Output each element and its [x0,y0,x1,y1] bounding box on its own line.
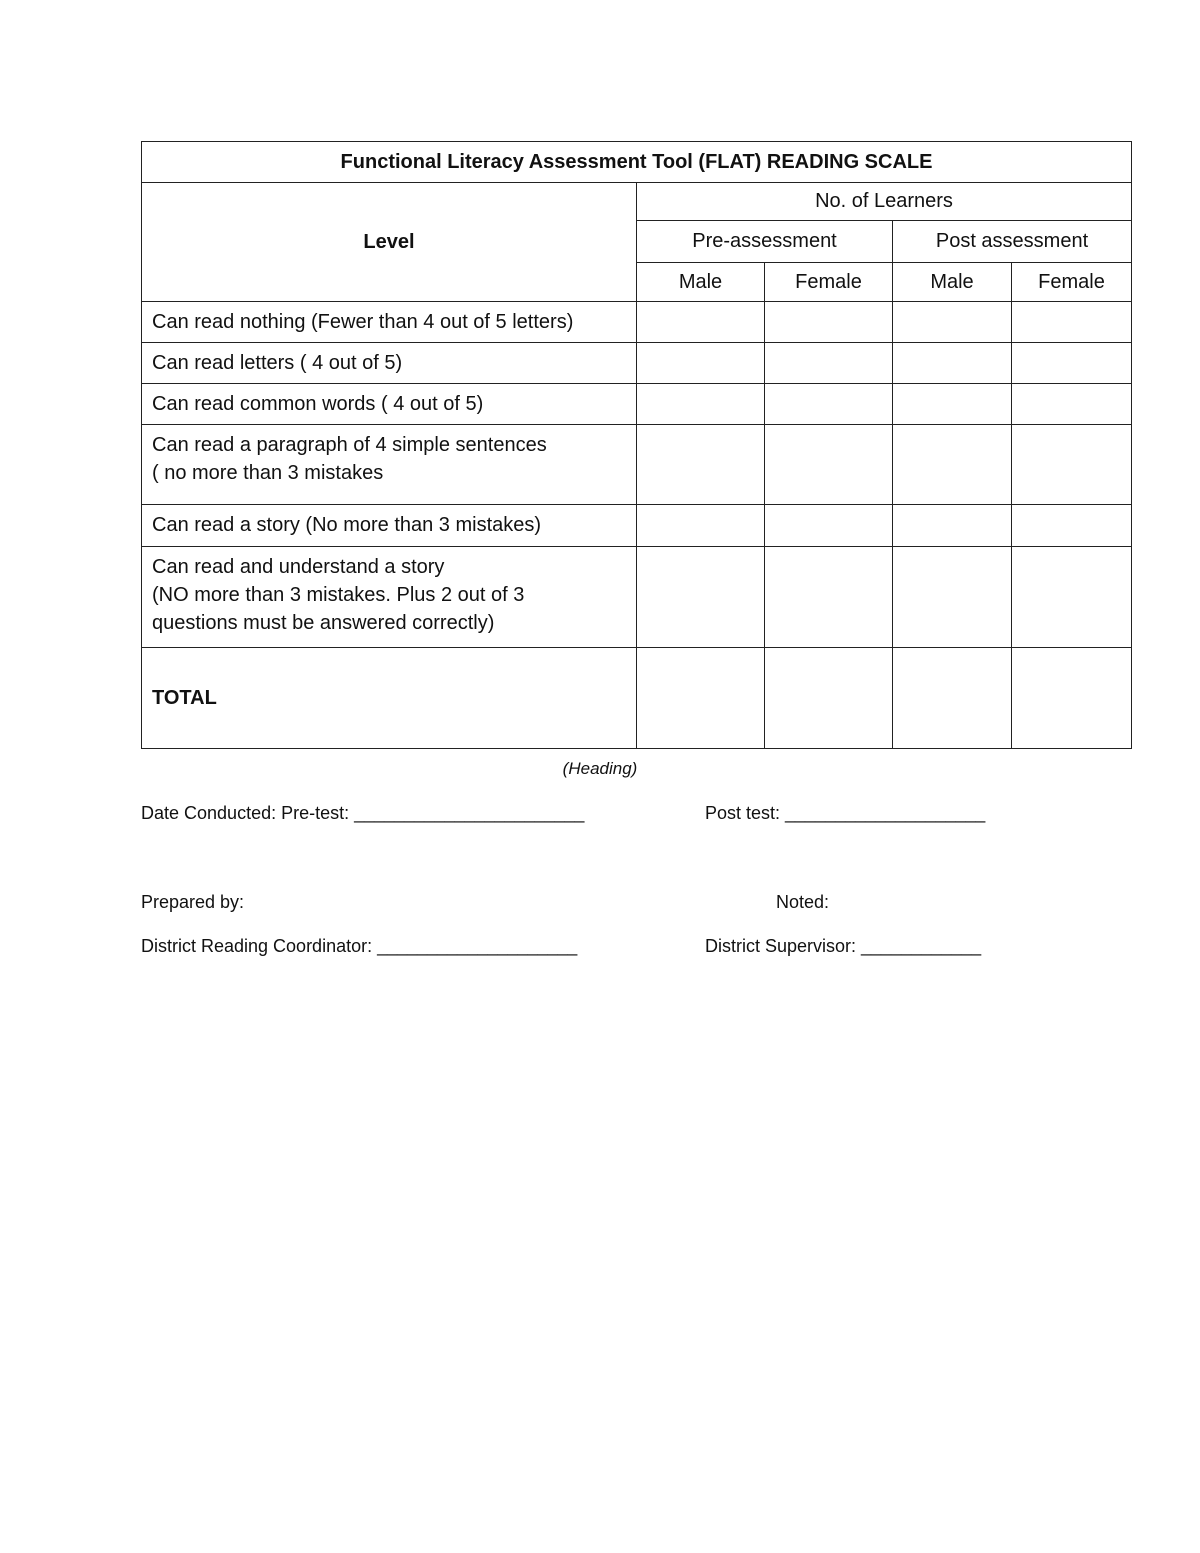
level-line: Can read common words ( 4 out of 5) [152,393,484,415]
count-cell[interactable] [1012,343,1132,384]
count-cell[interactable] [765,547,893,648]
date-conducted-pre-test: Date Conducted: Pre-test: _______________________ [141,803,585,823]
level-cell [142,547,637,648]
total-cell[interactable] [637,648,765,749]
table-row [142,505,1132,547]
level-line: ( no more than 3 mistakes [152,462,384,484]
prepared-by-label: Prepared by: [141,892,245,912]
total-cell[interactable] [893,648,1012,749]
post-assessment-header: Post assessment [893,221,1132,263]
count-cell[interactable] [1012,384,1132,425]
count-cell[interactable] [637,343,765,384]
count-cell[interactable] [893,505,1012,547]
level-cell [142,505,637,547]
post-male-header: Male [893,263,1012,302]
level-line: (NO more than 3 mistakes. Plus 2 out of 3 [152,584,525,606]
count-cell[interactable] [765,343,893,384]
count-cell[interactable] [1012,547,1132,648]
level-line: Can read letters ( 4 out of 5) [152,352,403,374]
count-cell[interactable] [893,343,1012,384]
district-supervisor-field: District Supervisor: ____________ [705,936,982,956]
level-header: Level [142,183,637,302]
table-row [142,547,1132,648]
count-cell[interactable] [765,505,893,547]
level-line: Can read and understand a story [152,556,445,578]
count-cell[interactable] [637,547,765,648]
count-cell[interactable] [765,302,893,343]
table-row [142,425,1132,505]
level-cell [142,302,637,343]
learners-header: No. of Learners [637,183,1132,221]
level-line: Can read a story (No more than 3 mistakes) [152,514,542,536]
table-caption: (Heading) [562,759,638,778]
district-reading-coordinator-field: District Reading Coordinator: ____________________ [141,936,578,956]
count-cell[interactable] [637,384,765,425]
table-row [142,302,1132,343]
pre-assessment-header: Pre-assessment [637,221,893,263]
level-cell [142,343,637,384]
table-row [142,384,1132,425]
post-female-header: Female [1012,263,1132,302]
count-cell[interactable] [637,505,765,547]
pre-female-header: Female [765,263,893,302]
total-cell[interactable] [1012,648,1132,749]
noted-label: Noted: [776,892,830,912]
count-cell[interactable] [1012,302,1132,343]
level-line: Can read nothing (Fewer than 4 out of 5 letters) [152,311,574,333]
table-row [142,343,1132,384]
level-cell [142,425,637,505]
count-cell[interactable] [1012,505,1132,547]
total-cell[interactable] [765,648,893,749]
total-label: TOTAL [142,648,637,749]
count-cell[interactable] [637,425,765,505]
count-cell[interactable] [893,384,1012,425]
pre-male-header: Male [637,263,765,302]
count-cell[interactable] [765,384,893,425]
level-line: questions must be answered correctly) [152,612,495,634]
count-cell[interactable] [765,425,893,505]
count-cell[interactable] [893,302,1012,343]
table-title: Functional Literacy Assessment Tool (FLAT) READING SCALE [142,142,1132,183]
total-row [142,648,1132,749]
count-cell[interactable] [1012,425,1132,505]
level-cell [142,384,637,425]
level-line: Can read a paragraph of 4 simple sentences [152,434,547,456]
count-cell[interactable] [637,302,765,343]
flat-reading-scale-table [141,141,1132,749]
post-test-field: Post test: ____________________ [705,803,986,823]
count-cell[interactable] [893,547,1012,648]
count-cell[interactable] [893,425,1012,505]
